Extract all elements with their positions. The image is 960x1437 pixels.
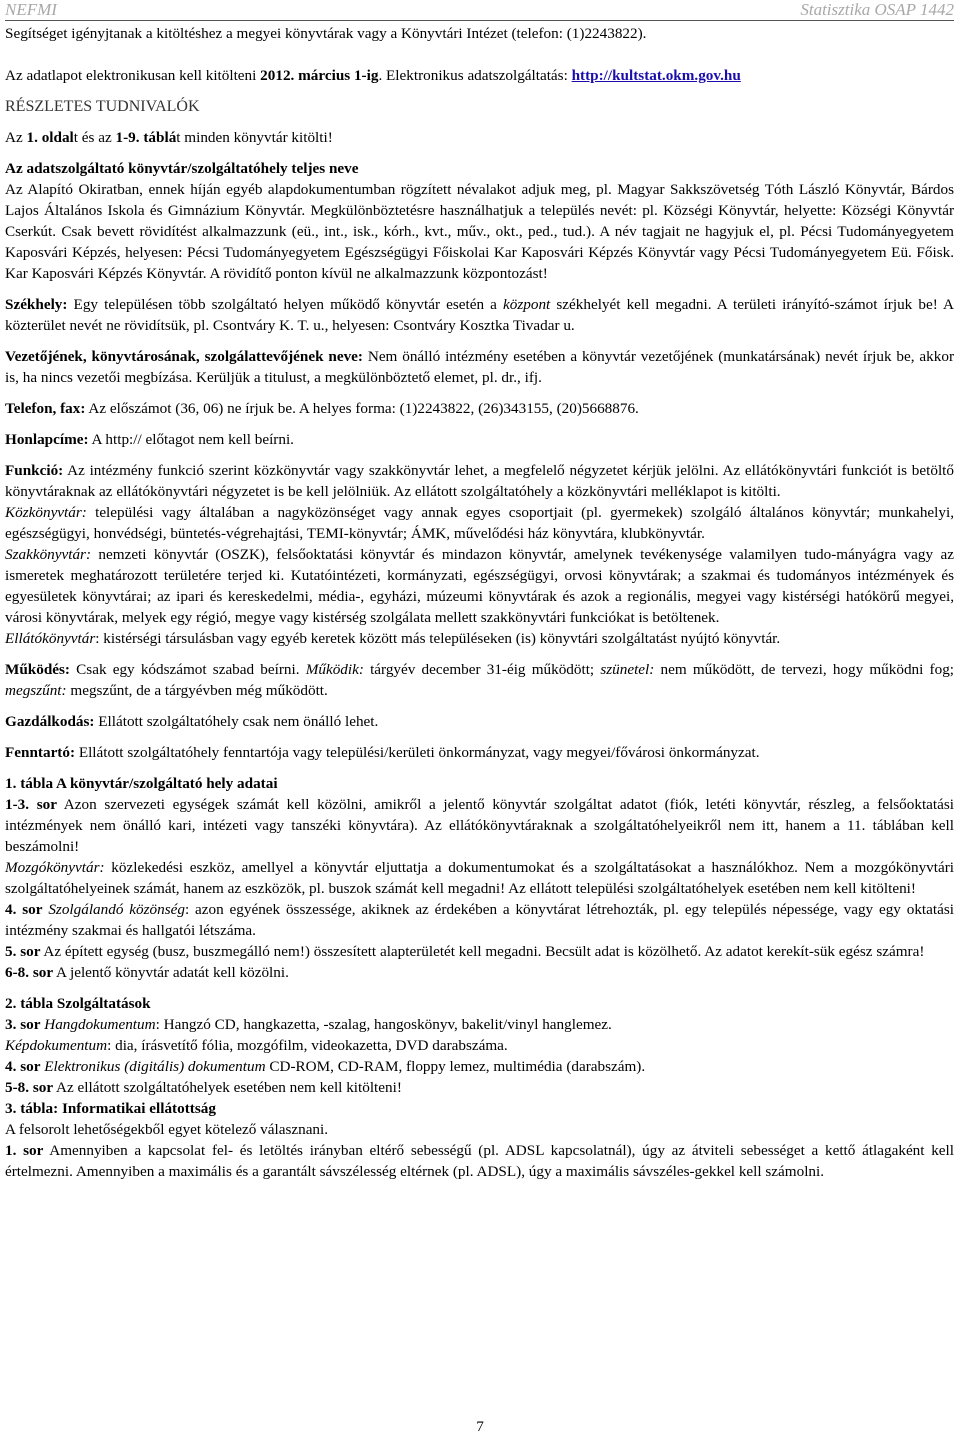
row13-label: 1-3. sor (5, 796, 57, 813)
mobile-label: Mozgókönyvtár: (5, 859, 105, 876)
function-paragraph (5, 460, 954, 502)
table1-row13 (5, 794, 954, 857)
t2-row4-text: CD-ROM, CD-RAM, floppy lemez, multimédia (darabszám). (265, 1058, 646, 1075)
seat-italic: központ (503, 296, 551, 313)
header-left: NEFMI (5, 0, 57, 19)
maintainer-label: Fenntartó: (5, 744, 76, 761)
scope-text: Az (5, 129, 27, 146)
t3-row1-text: Amennyiben a kapcsolat fel- és letöltés irányban eltérő sebességű (pl. ADSL kapcsolatnál), úgy az átviteli sebességet a kettő átlagaként kell értelmezni. Amennyiben a maximális és a garantált sávszélesség eltérnek (pl. ADSL), úgy a maximális sávszéles-gekkel kell számolni. (5, 1142, 954, 1180)
row4-italic: Szolgálandó közönség (42, 901, 185, 918)
special-library-label: Szakkönyvtár: (5, 546, 92, 563)
table1-title-text: 1. tábla A könyvtár/szolgáltató hely adatai (5, 775, 278, 792)
deadline-date: 2012. március 1-ig (260, 67, 379, 84)
row13-text: Azon szervezeti egységek számát kell közölni, amikről a jelentő könyvtár szolgáltat adatot (fiók, letéti könyvtár, részleg, a felsőoktatási intézmények nem önálló kari, intézeti vagy tanszéki könyvtára). Az ellátókönyvtáraknak a szolgáltatóhelyeikről nem itt, hanem a 11. táblában kell beszámolni! (5, 796, 954, 855)
seat-paragraph (5, 294, 954, 336)
t2-row58-text: Az ellátott szolgáltatóhelyek esetében nem kell kitölteni! (53, 1079, 402, 1096)
phone-label: Telefon, fax: (5, 400, 86, 417)
homepage-label: Honlapcíme: (5, 431, 89, 448)
special-library-text: nemzeti könyvtár (OSZK), felsőoktatási könyvtár és mindazon könyvtár, amelynek tevékenysége valamilyen tudo-mányágra vagy az ismeretek meghatározott területére terjed ki. Kutatóintézeti, kormányzati, egészségügyi, orvosi könyvtárak; a szakmai és tudományos intézmények és egyesületek könyvtárai; az ipari és kereskedelmi, média-, egyházi, múzeumi könyvtárak és azok a regionális, megyei vagy kistérségi hatókörű megyei, városi könyvtárak, melyek egy régió, megye vagy kistérség szolgálata mellett szakkönyvtári funkciókat is betöltenek. (5, 546, 954, 626)
row4-text: : azon egyének összessége, akiknek az érdekében a könyvtárat létrehozták, pl. egy település népessége, vagy egy oktatási intézmény szakmai és hallgatói létszáma. (5, 901, 954, 939)
table3-title-text: 3. tábla: Informatikai ellátottság (5, 1100, 216, 1117)
maintainer-text: Ellátott szolgáltatóhely fenntartója vagy települési/kerületi önkormányzat, vagy megyei/fővárosi önkormányzat. (75, 744, 760, 761)
public-library-paragraph (5, 502, 954, 544)
phone-text: Az előszámot (36, 06) ne írjuk be. A helyes forma: (1)2243822, (26)343155, (20)5668876. (85, 400, 639, 417)
special-library-paragraph (5, 544, 954, 628)
table1-row5 (5, 941, 954, 962)
name-title-text: Az adatszolgáltató könyvtár/szolgáltatóhely teljes neve (5, 160, 359, 177)
leader-label: Vezetőjének, könyvtárosának, szolgálattevőjének neve: (5, 348, 363, 365)
t2-image-italic: Képdokumentum (5, 1037, 108, 1054)
t2-row3-text: : Hangzó CD, hangkazetta, -szalag, hangoskönyv, bakelit/vinyl hanglemez. (155, 1016, 612, 1033)
public-library-text: települési vagy általában a nagyközönséget vagy annak egyes csoportjait (pl. gyermekek) szolgáló általános könyvtár; munkahelyi, egészségügyi, honvédségi, büntetés-végrehajtási, TEMI-könyvtár; ÁMK, művelődési ház könyvtára, klubkönyvtár. (5, 504, 954, 542)
help-line: Segítséget igényjtanak a kitöltéshez a megyei könyvtárak vagy a Könyvtári Intézet (telefon: (1)2243822). (5, 25, 647, 42)
table1-row4 (5, 899, 954, 941)
seat-label: Székhely: (5, 296, 68, 313)
name-section-text: Az Alapító Okiratban, ennek híján egyéb alapdokumentumban rögzített névalakot adjuk meg, pl. Magyar Sakkszövetség Tóth László Könyvtár, Bárdos Lajos Általános Iskola és Gimnázium Könyvtár. Megkülönböztetésre használhatjuk a település nevét: pl. Községi Könyvtár, helyette: Községi Könyvtár Cserkút. Csak bevett rövidítést alkalmazzunk (eü., int., isk., kórh., kvt., műv., okt., ped., tud.). A név tagjait ne hagyjuk el, pl. Pécsi Tudományegyetem Kaposvári Képzés, helyesen: Pécsi Tudományegyetem Egészségügyi Főiskolai Kar Kaposvári Képzés Könyvtár vagy Pécsi Tudományegyetem Eü. Főisk. Kar Kaposvári Képzés Könyvtár. A rövidítő ponton kívül ne alkalmazzunk központozást! (5, 181, 954, 282)
t2-row58-label: 5-8. sor (5, 1079, 54, 1096)
phone-paragraph (5, 398, 954, 419)
homepage-paragraph (5, 429, 954, 450)
operation-italic-2: szünetel: (600, 661, 655, 678)
operation-paragraph (5, 659, 954, 701)
supply-library-paragraph (5, 628, 954, 649)
operation-text-2: tárgyév december 31-éig működött; (363, 661, 601, 678)
scope-line (5, 127, 954, 148)
table3-row1 (5, 1140, 954, 1182)
scope-text-2: t és az (73, 129, 116, 146)
table1-title (5, 773, 954, 794)
scope-text-3: t minden könyvtár kitölti! (176, 129, 333, 146)
supply-library-label: Ellátókönyvtár (5, 630, 96, 647)
table1-row68 (5, 962, 954, 983)
row5-label: 5. sor (5, 943, 41, 960)
homepage-text: A http:// előtagot nem kell beírni. (88, 431, 294, 448)
t2-row4-italic: Elektronikus (digitális) dokumentum (40, 1058, 266, 1075)
seat-text: Egy településen több szolgáltató helyen működő könyvtár esetén a (67, 296, 504, 313)
function-text: Az intézmény funkció szerint közkönyvtár vagy szakkönyvtár lehet, a megfelelő négyzetet kérjük jelölni. Az ellátókönyvtári funkciót is betöltő könyvtáraknak az ellátókönyvtári négyzetet is be kell jelölniük. Az ellátott szolgáltatóhely a közkönyvtári melléklapot is kitölti. (5, 462, 954, 500)
operation-label: Működés: (5, 661, 70, 678)
deadline-line (5, 65, 954, 86)
page-header (5, 0, 954, 21)
deadline-text-2: . Elektronikus adatszolgáltatás: (378, 67, 572, 84)
table3-intro: A felsorolt lehetőségekből egyet kötelező válasznani. (5, 1121, 329, 1138)
operation-text-3: nem működött, de tervezi, hogy működni fog; (654, 661, 955, 678)
table1-mobile (5, 857, 954, 899)
supply-library-text: : kistérségi társulásban vagy egyéb keretek között más településeken (is) könyvtári szolgáltatást nyújtó könyvtár. (95, 630, 781, 647)
management-label: Gazdálkodás: (5, 713, 95, 730)
table2-row58 (5, 1077, 954, 1098)
public-library-label: Közkönyvtár: (5, 504, 87, 521)
table2-title (5, 993, 954, 1014)
operation-italic-1: Működik: (305, 661, 364, 678)
kultstat-link[interactable]: http://kultstat.okm.gov.hu (571, 67, 741, 84)
operation-text-4: megszűnt, de a tárgyévben még működött. (66, 682, 328, 699)
seat-text-2: székhelyét kell megadni. A területi irányító-számot írjuk be! A közterület nevét ne rövidítsük, pl. Csontváry K. T. u., helyesen: Csontváry Kosztka Tivadar u. (5, 296, 954, 334)
function-label: Funkció: (5, 462, 64, 479)
operation-italic-3: megszűnt: (5, 682, 67, 699)
scope-bold-1: 1. oldal (26, 129, 74, 146)
t2-image-text: : dia, írásvetítő fólia, mozgófilm, videokazetta, DVD darabszáma. (107, 1037, 508, 1054)
table2-image (5, 1035, 954, 1056)
page-number: 7 (476, 1418, 484, 1435)
table2-title-text: 2. tábla Szolgáltatások (5, 995, 151, 1012)
mobile-text: közlekedési eszköz, amellyel a könyvtár eljuttatja a dokumentumokat és a szolgáltatásokat a használókhoz. Nem a mozgókönyvtári szolgáltatóhelyeinek számát, hanem az eszközök, pl. buszok számát kell megadni! Az ellátott települési szolgáltatóhelyek esetében nem kell kitölteni! (5, 859, 954, 897)
t2-row4-label: 4. sor (5, 1058, 41, 1075)
deadline-text: Az adatlapot elektronikusan kell kitölteni (5, 67, 261, 84)
row68-text: A jelentő könyvtár adatát kell közölni. (53, 964, 289, 981)
row4-label: 4. sor (5, 901, 43, 918)
management-paragraph (5, 711, 954, 732)
name-section-title (5, 158, 954, 179)
t2-row3-label: 3. sor (5, 1016, 41, 1033)
section-title: RÉSZLETES TUDNIVALÓK (5, 98, 200, 115)
t2-row3-italic: Hangdokumentum (40, 1016, 156, 1033)
management-text: Ellátott szolgáltatóhely csak nem önálló lehet. (94, 713, 379, 730)
operation-text: Csak egy kódszámot szabad beírni. (69, 661, 306, 678)
leader-text: Nem önálló intézmény esetében a könyvtár vezetőjének (munkatársának) nevét írjuk be, akkor is, ha nincs vezetői megbízása. Kerüljük a titulust, a megkülönböztető elemet, pl. dr., ifj. (5, 348, 954, 386)
t3-row1-label: 1. sor (5, 1142, 44, 1159)
leader-paragraph (5, 346, 954, 388)
scope-bold-2: 1-9. táblá (115, 129, 177, 146)
table2-row4 (5, 1056, 954, 1077)
row68-label: 6-8. sor (5, 964, 54, 981)
maintainer-paragraph (5, 742, 954, 763)
table3-title (5, 1098, 954, 1119)
header-right: Statisztika OSAP 1442 (800, 0, 954, 19)
row5-text: Az épített egység (busz, buszmegálló nem!) összesített alapterületét kell megadni. Becsült adat is közölhető. Az adatot kerekít-sük egész számra! (40, 943, 925, 960)
table2-row3 (5, 1014, 954, 1035)
